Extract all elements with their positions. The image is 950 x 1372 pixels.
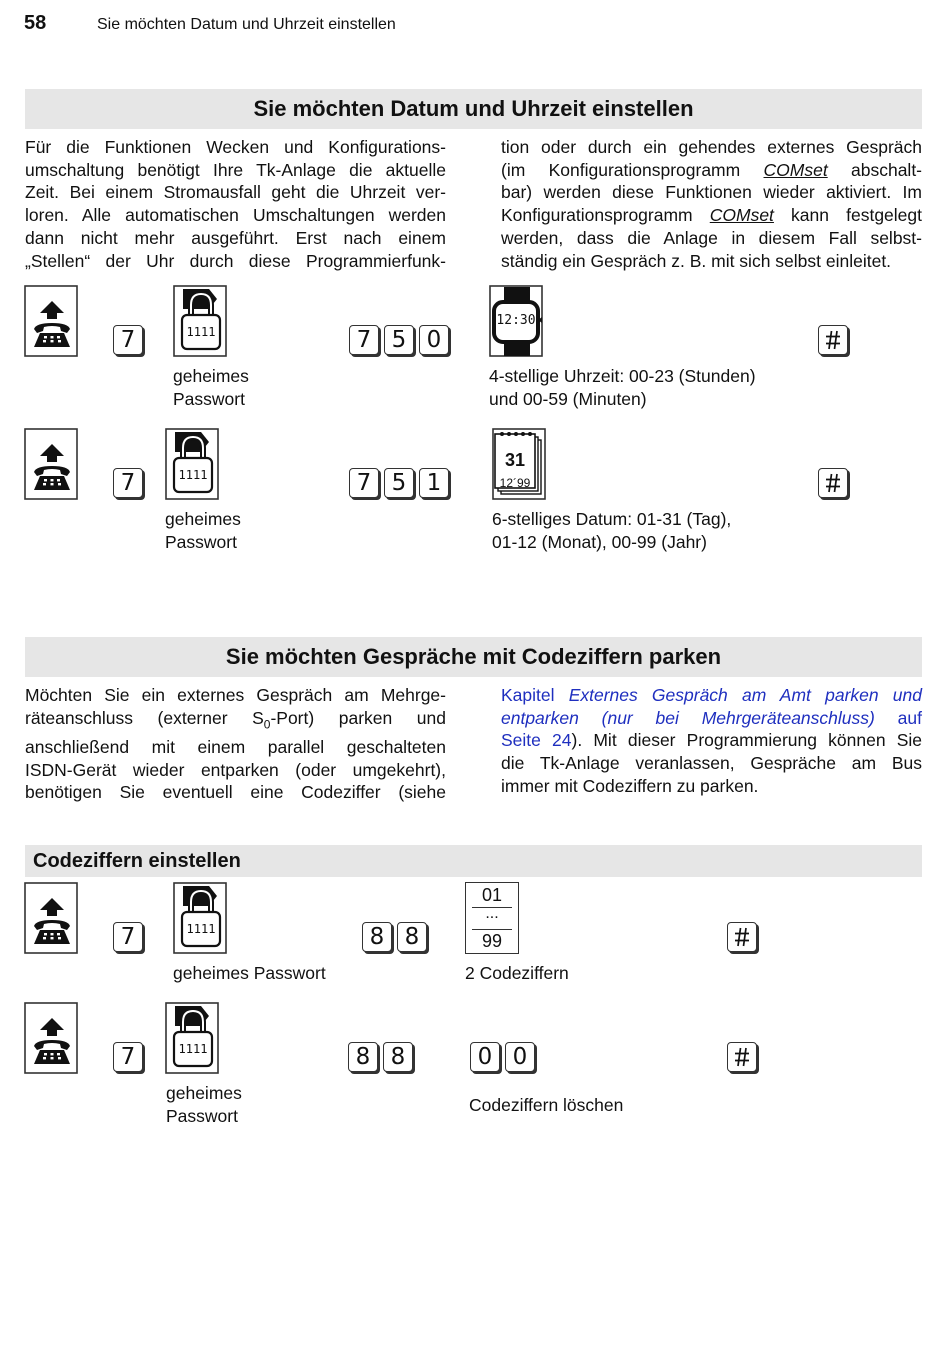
caption-line: 01-12 (Monat), 00-99 (Jahr) <box>492 531 707 552</box>
range-mid: ... <box>485 905 499 922</box>
chapter-link-title[interactable]: entparken (nur bei Mehrgeräteanschluss) <box>501 707 875 728</box>
text-fragment: abschalt- <box>827 159 923 180</box>
text-line: immer mit Codeziffern zu parken. <box>501 775 759 796</box>
chapter-link-title[interactable]: Externes Gespräch am Amt parken und <box>568 685 922 705</box>
text-line: Zeit. Bei einem Stromausfall geht die Uhrzeit ver- <box>25 182 446 203</box>
range-top: 01 <box>481 885 503 905</box>
hash-icon <box>728 1043 756 1071</box>
running-title: Sie möchten Datum und Uhrzeit einstellen <box>97 16 396 33</box>
code-caption: 2 Codeziffern <box>465 963 569 983</box>
comset-reference: COMset <box>763 159 828 180</box>
key-7: 7 <box>113 1042 143 1072</box>
page-link[interactable]: Seite 24 <box>501 730 572 751</box>
delete-caption: Codeziffern löschen <box>469 1095 624 1115</box>
lock-code: 1111 <box>178 468 208 482</box>
calendar-date: 12´99 <box>499 476 531 490</box>
section-title-parking: Sie möchten Gespräche mit Codeziffern parken <box>25 637 922 677</box>
key-0: 0 <box>470 1042 500 1072</box>
text-fragment: (im Konfigurationsprogramm <box>501 159 764 180</box>
comset-reference: COMset <box>709 205 774 226</box>
text-fragment: kann festgelegt <box>773 205 923 226</box>
section-title-datetime: Sie möchten Datum und Uhrzeit einstellen <box>25 89 922 129</box>
caption-line: Passwort <box>166 1105 238 1126</box>
text-line: dann nicht mehr ausgeführt. Erst nach einem <box>25 227 446 248</box>
key-7: 7 <box>113 922 143 952</box>
caption-line: geheimes <box>165 509 241 529</box>
text-line: die Tk-Anlage veranlassen, Gespräche am Bus <box>501 753 922 774</box>
text-line: Für die Funktionen Wecken und Konfigurations- <box>25 137 446 157</box>
key-0: 0 <box>419 325 449 355</box>
text-line: bar) werden diese Funktionen wieder aktiviert. Im <box>501 182 922 203</box>
caption-line: Passwort <box>165 531 237 552</box>
chapter-link-prefix[interactable]: Kapitel <box>501 685 569 705</box>
password-lock-icon <box>165 1002 221 1076</box>
key-8: 8 <box>397 922 427 952</box>
lock-code: 1111 <box>186 325 216 339</box>
calendar-day: 31 <box>504 450 526 470</box>
text-fragment: Konfigurationsprogramm <box>501 205 710 226</box>
caption-line: 6-stelliges Datum: 01-31 (Tag), <box>492 509 732 529</box>
section-title-codes: Codeziffern einstellen <box>25 845 922 877</box>
key-5: 5 <box>384 468 414 498</box>
clock-display: 12:30 <box>496 313 536 328</box>
key-7: 7 <box>349 325 379 355</box>
text-line: ISDN-Gerät wieder entparken (oder umgekehrt), <box>25 759 446 780</box>
text-line: tion oder durch ein gehendes externes Gespräch <box>501 137 922 157</box>
text-fragment: ). Mit dieser Programmierung können Sie <box>571 730 922 751</box>
text-line: Möchten Sie ein externes Gespräch am Mehrge- <box>25 685 446 705</box>
text-line: ständig ein Gespräch z. B. mit sich selbst einleitet. <box>501 250 892 271</box>
lock-code: 1111 <box>178 1042 208 1056</box>
text-line: anschließend mit einem parallel geschalteten <box>25 736 446 757</box>
subscript: 0 <box>263 717 271 732</box>
caption-line: geheimes <box>166 1083 242 1103</box>
key-8: 8 <box>348 1042 378 1072</box>
text-line: umschaltung benötigt Ihre Tk-Anlage die aktuelle <box>25 159 446 180</box>
text-fragment: räteanschluss (externer S <box>25 707 264 728</box>
key-7: 7 <box>349 468 379 498</box>
key-1: 1 <box>419 468 449 498</box>
key-5: 5 <box>384 325 414 355</box>
range-bottom: 99 <box>481 931 503 951</box>
page-number: 58 <box>24 12 47 34</box>
key-hash <box>727 1042 757 1072</box>
key-0: 0 <box>505 1042 535 1072</box>
chapter-link-suffix[interactable]: auf <box>874 707 922 728</box>
text-line: „Stellen“ der Uhr durch diese Programmierfunk- <box>25 250 446 271</box>
caption-line: Passwort <box>173 388 245 409</box>
text-line: werden, dass die Anlage in diesem Fall selbst- <box>501 227 922 248</box>
caption-line: geheimes <box>173 366 249 386</box>
key-8: 8 <box>362 922 392 952</box>
phone-handset-icon <box>24 1002 80 1076</box>
password-caption: geheimes Passwort <box>173 963 326 983</box>
text-fragment: -Port) parken und <box>270 707 446 728</box>
key-7: 7 <box>113 325 143 355</box>
text-line: benötigen Sie eventuell eine Codeziffer (siehe <box>25 782 446 803</box>
text-line: loren. Alle automatischen Umschaltungen werden <box>25 205 446 226</box>
caption-line: und 00-59 (Minuten) <box>489 388 647 409</box>
password-caption <box>166 1082 242 1127</box>
lock-code: 1111 <box>186 922 216 936</box>
key-8: 8 <box>383 1042 413 1072</box>
key-7: 7 <box>113 468 143 498</box>
caption-line: 4-stellige Uhrzeit: 00-23 (Stunden) <box>489 366 756 386</box>
